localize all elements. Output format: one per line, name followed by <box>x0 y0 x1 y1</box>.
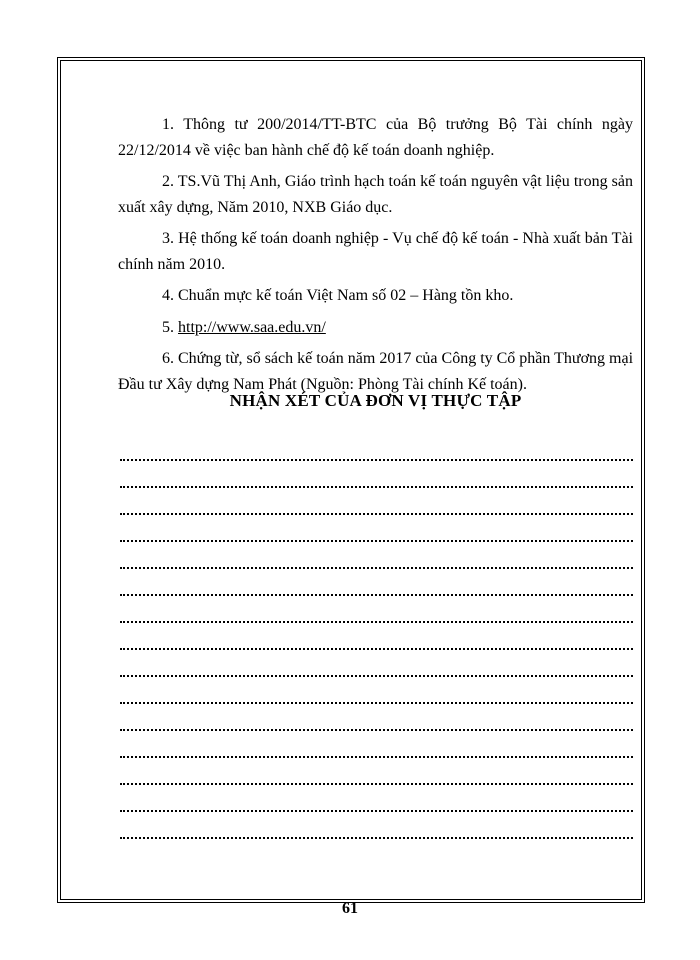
dotted-line <box>120 582 633 609</box>
reference-link[interactable]: http://www.saa.edu.vn/ <box>178 318 326 336</box>
reference-number: 6. <box>162 350 174 367</box>
reference-text: Hệ thống kế toán doanh nghiệp - Vụ chế độ kế toán - Nhà xuất bản Tài chính năm 2010. <box>118 230 633 273</box>
reference-list <box>118 112 633 403</box>
section-title: NHẬN XÉT CỦA ĐƠN VỊ THỰC TẬP <box>229 391 522 410</box>
dotted-line <box>120 744 633 771</box>
reference-item-2 <box>118 169 633 220</box>
dotted-line <box>120 447 633 474</box>
reference-text: Chứng từ, sổ sách kế toán năm 2017 của Công ty Cổ phần Thương mại Đầu tư Xây dựng Nam Phát (Nguồn: Phòng Tài chính Kế toán). <box>118 350 634 393</box>
dotted-line <box>120 528 633 555</box>
dotted-line <box>120 717 633 744</box>
dotted-line <box>120 771 633 798</box>
dotted-line <box>120 609 633 636</box>
dotted-line <box>120 474 633 501</box>
dotted-line <box>120 501 633 528</box>
reference-item-3 <box>118 226 633 277</box>
reference-text: Thông tư 200/2014/TT-BTC của Bộ trưởng Bộ Tài chính ngày 22/12/2014 về việc ban hành chế độ kế toán doanh nghiệp. <box>118 116 633 159</box>
dotted-line <box>120 690 633 717</box>
reference-number: 5. <box>162 318 174 336</box>
reference-text: TS.Vũ Thị Anh, Giáo trình hạch toán kế toán nguyên vật liệu trong sản xuất xây dựng, Năm 2010, NXB Giáo dục. <box>118 173 633 216</box>
dotted-line <box>120 555 633 582</box>
reference-number: 4. <box>162 287 174 304</box>
reference-text: Chuẩn mực kế toán Việt Nam số 02 – Hàng tồn kho. <box>178 287 514 304</box>
reference-item-4 <box>118 283 633 309</box>
dotted-line <box>120 825 633 852</box>
reference-item-1 <box>118 112 633 163</box>
dotted-line <box>120 636 633 663</box>
page-number: 61 <box>342 900 358 917</box>
dotted-line <box>120 798 633 825</box>
reference-item-6 <box>118 346 633 397</box>
dotted-line <box>120 663 633 690</box>
reference-number: 3. <box>162 230 174 247</box>
reference-number: 1. <box>162 116 174 133</box>
reference-item-5 <box>118 315 633 341</box>
reference-number: 2. <box>162 173 174 190</box>
comment-area <box>120 447 633 852</box>
